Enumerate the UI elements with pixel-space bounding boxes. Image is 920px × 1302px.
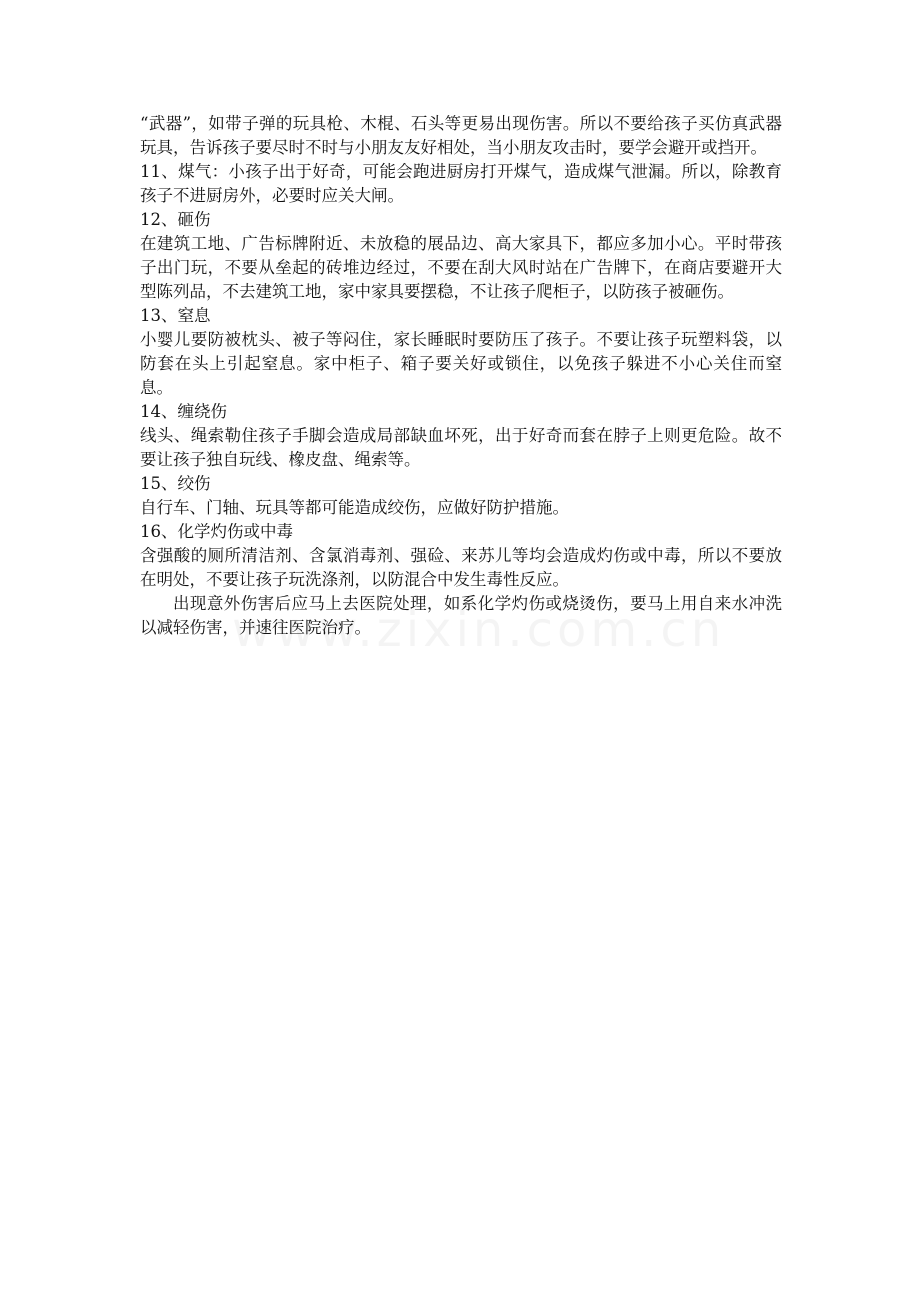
paragraph-twisting-injury: 自行车、门轴、玩具等都可能造成绞伤，应做好防护措施。 [140, 498, 569, 517]
heading-entanglement: 14、缠绕伤 [140, 402, 227, 421]
heading-twisting-injury: 15、绞伤 [140, 474, 211, 493]
paragraph-entanglement: 线头、绳索勒住孩子手脚会造成局部缺血坏死，出于好奇而套在脖子上则更危险。故不要让孩子独自玩线、橡皮盘、绳索等。 [140, 426, 782, 469]
document-body [140, 112, 782, 640]
paragraph-weapons: “武器”，如带子弹的玩具枪、木棍、石头等更易出现伤害。所以不要给孩子买仿真武器玩具，告诉孩子要尽时不时与小朋友友好相处，当小朋友攻击时，要学会避开或挡开。 [140, 114, 782, 157]
paragraph-chemical-burns: 含强酸的厕所清洁剂、含氯消毒剂、强硷、来苏儿等均会造成灼伤或中毒，所以不要放在明处，不要让孩子玩洗涤剂，以防混合中发生毒性反应。 [140, 546, 782, 589]
paragraph-suffocation: 小婴儿要防被枕头、被子等闷住，家长睡眠时要防压了孩子。不要让孩子玩塑料袋，以防套在头上引起窒息。家中柜子、箱子要关好或锁住，以免孩子躲进不小心关住而窒息。 [140, 330, 782, 397]
paragraph-gas: 11、煤气：小孩子出于好奇，可能会跑进厨房打开煤气，造成煤气泄漏。所以，除教育孩子不进厨房外，必要时应关大闸。 [140, 162, 782, 205]
heading-chemical-burns: 16、化学灼伤或中毒 [140, 522, 293, 541]
paragraph-crush-injury: 在建筑工地、广告标牌附近、未放稳的展品边、高大家具下，都应多加小心。平时带孩子出门玩，不要从垒起的砖堆边经过，不要在刮大风时站在广告牌下，在商店要避开大型陈列品，不去建筑工地，家中家具要摆稳，不让孩子爬柜子，以防孩子被砸伤。 [140, 234, 782, 301]
heading-suffocation: 13、窒息 [140, 306, 211, 325]
heading-crush-injury: 12、砸伤 [140, 210, 211, 229]
closing-paragraph: 出现意外伤害后应马上去医院处理，如系化学灼伤或烧烫伤，要马上用自来水冲洗以减轻伤害，并速往医院治疗。 [140, 594, 782, 637]
